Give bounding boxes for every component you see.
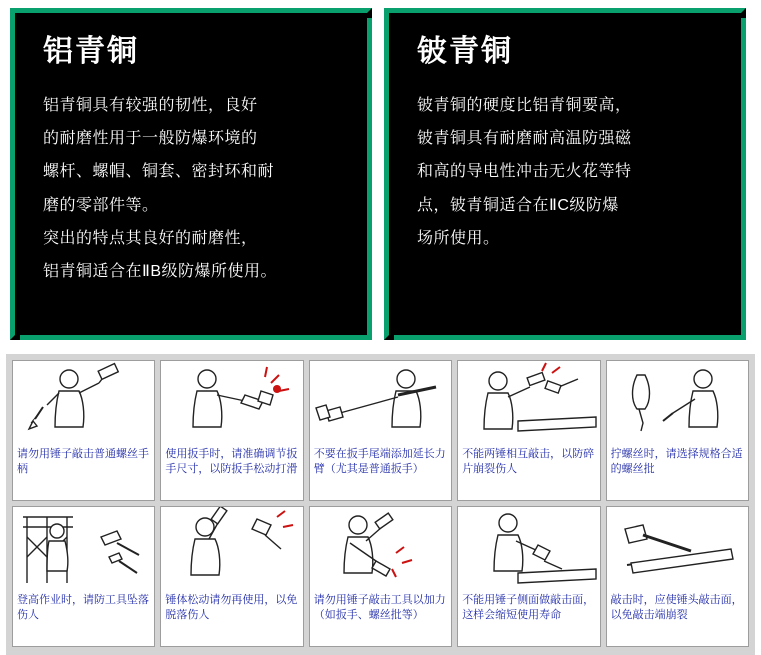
safety-cell xyxy=(606,360,749,501)
safety-cell xyxy=(12,506,155,647)
panel-title: 铍青铜 xyxy=(417,35,513,68)
safety-grid-wrap xyxy=(6,354,755,655)
wrench-extension-pipe-icon xyxy=(310,361,451,445)
panel-line: 和高的导电性冲击无火花等特 xyxy=(417,163,632,181)
safety-caption: 不能用锤子侧面做敲击面，这样会缩短使用寿命 xyxy=(462,594,595,621)
safety-cell xyxy=(606,506,749,647)
safety-cell xyxy=(160,360,303,501)
panel-aluminum-bronze xyxy=(10,8,372,340)
loose-hammer-head-icon xyxy=(161,507,302,591)
panel-line: 铍青铜具有耐磨耐高温防强磁 xyxy=(417,130,632,148)
safety-grid xyxy=(12,360,749,647)
wrench-slipping-icon xyxy=(161,361,302,445)
panel-line: 铝青铜适合在ⅡB级防爆所使用。 xyxy=(43,262,278,280)
safety-cell xyxy=(160,506,303,647)
safety-caption: 登高作业时，请防工具坠落伤人 xyxy=(17,594,149,621)
panel-line: 的耐磨性用于一般防爆环境的 xyxy=(43,130,258,148)
panel-line: 铝青铜具有较强的韧性，良好 xyxy=(43,97,258,114)
panel-line: 螺杆、螺帽、铜套、密封环和耐 xyxy=(43,163,275,181)
safety-caption: 敲击时，应使锤头敲击面，以免敲击端崩裂 xyxy=(610,594,743,621)
hammer-side-strike-icon xyxy=(458,507,599,591)
panel-body xyxy=(417,90,715,254)
panel-line: 场所使用。 xyxy=(417,229,500,247)
screwdriver-tip-size-icon xyxy=(607,361,748,445)
safety-cell xyxy=(457,506,600,647)
panel-line: 磨的零部件等。 xyxy=(43,196,159,214)
hammer-striking-screwdriver-icon xyxy=(13,361,154,445)
safety-cell xyxy=(309,360,452,501)
panel-title: 铝青铜 xyxy=(43,35,139,68)
safety-caption: 锤体松动请勿再使用，以免脱落伤人 xyxy=(165,594,298,621)
panel-line: 铍青铜的硬度比铝青铜要高， xyxy=(417,97,632,114)
hammer-on-tool-leverage-icon xyxy=(310,507,451,591)
safety-caption: 拧螺丝时，请选择规格合适的螺丝批 xyxy=(610,448,743,475)
safety-caption: 不能两锤相互敲击，以防碎片崩裂伤人 xyxy=(462,448,595,475)
safety-caption: 请勿用锤子敲击普通螺丝手柄 xyxy=(17,448,149,475)
safety-cell xyxy=(457,360,600,501)
safety-caption: 使用扳手时，请准确调节扳手尺寸，以防扳手松动打滑 xyxy=(165,448,298,475)
safety-cell xyxy=(12,360,155,501)
safety-cell xyxy=(309,506,452,647)
two-hammers-striking-icon xyxy=(458,361,599,445)
hammer-face-alignment-icon xyxy=(607,507,748,591)
panel-line: 突出的特点其良好的耐磨性， xyxy=(43,229,258,247)
panel-beryllium-bronze xyxy=(384,8,746,340)
safety-caption: 不要在扳手尾端添加延长力臂（尤其是普通扳手） xyxy=(313,448,446,475)
safety-caption: 请勿用锤子敲击工具以加力（如扳手、螺丝批等） xyxy=(313,594,446,621)
panel-line: 点，铍青铜适合在ⅡC级防爆 xyxy=(417,196,619,214)
panel-body xyxy=(43,90,341,287)
falling-tools-from-height-icon xyxy=(13,507,154,591)
